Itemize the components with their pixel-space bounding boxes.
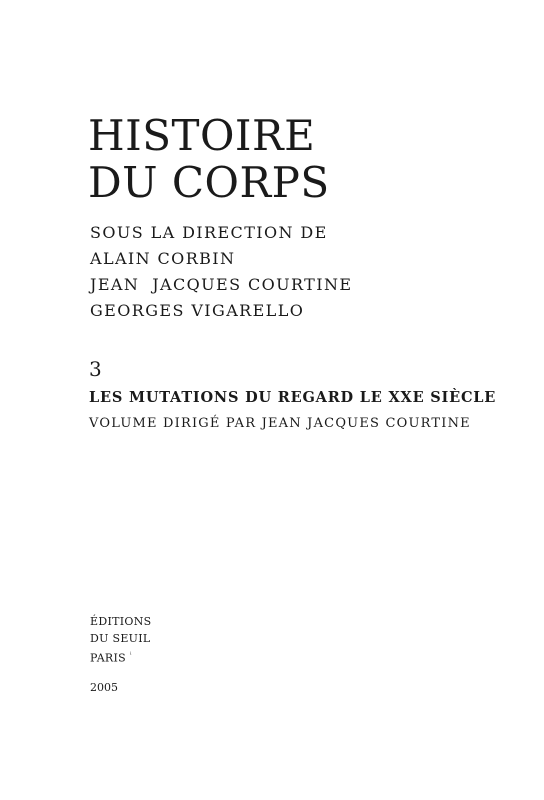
direction-block xyxy=(90,220,352,324)
editor-name-2: JEAN JACQUES COURTINE xyxy=(90,275,353,294)
publication-year: 2005 xyxy=(90,681,118,694)
publisher-city-line xyxy=(90,647,151,667)
editor-name-3: GEORGES VIGARELLO xyxy=(90,301,305,320)
direction-intro: SOUS LA DIRECTION DE xyxy=(90,223,328,242)
volume-number: 3 xyxy=(89,357,102,381)
publisher-block xyxy=(90,613,151,667)
editor-name-1: ALAIN CORBIN xyxy=(90,249,236,268)
publisher-line-2: DU SEUIL xyxy=(90,632,151,645)
publisher-city: PARIS xyxy=(90,651,126,665)
book-title xyxy=(88,112,330,206)
volume-title: LES MUTATIONS DU REGARD LE XXE SIÈCLE xyxy=(89,389,497,406)
book-title-line-1: HISTOIRE xyxy=(88,111,316,160)
volume-editor: VOLUME DIRIGÉ PAR JEAN JACQUES COURTINE xyxy=(89,416,471,431)
book-title-line-2: DU CORPS xyxy=(88,158,330,207)
publisher-mark: ⁱ xyxy=(130,651,132,659)
publisher-line-1: ÉDITIONS xyxy=(90,615,152,628)
